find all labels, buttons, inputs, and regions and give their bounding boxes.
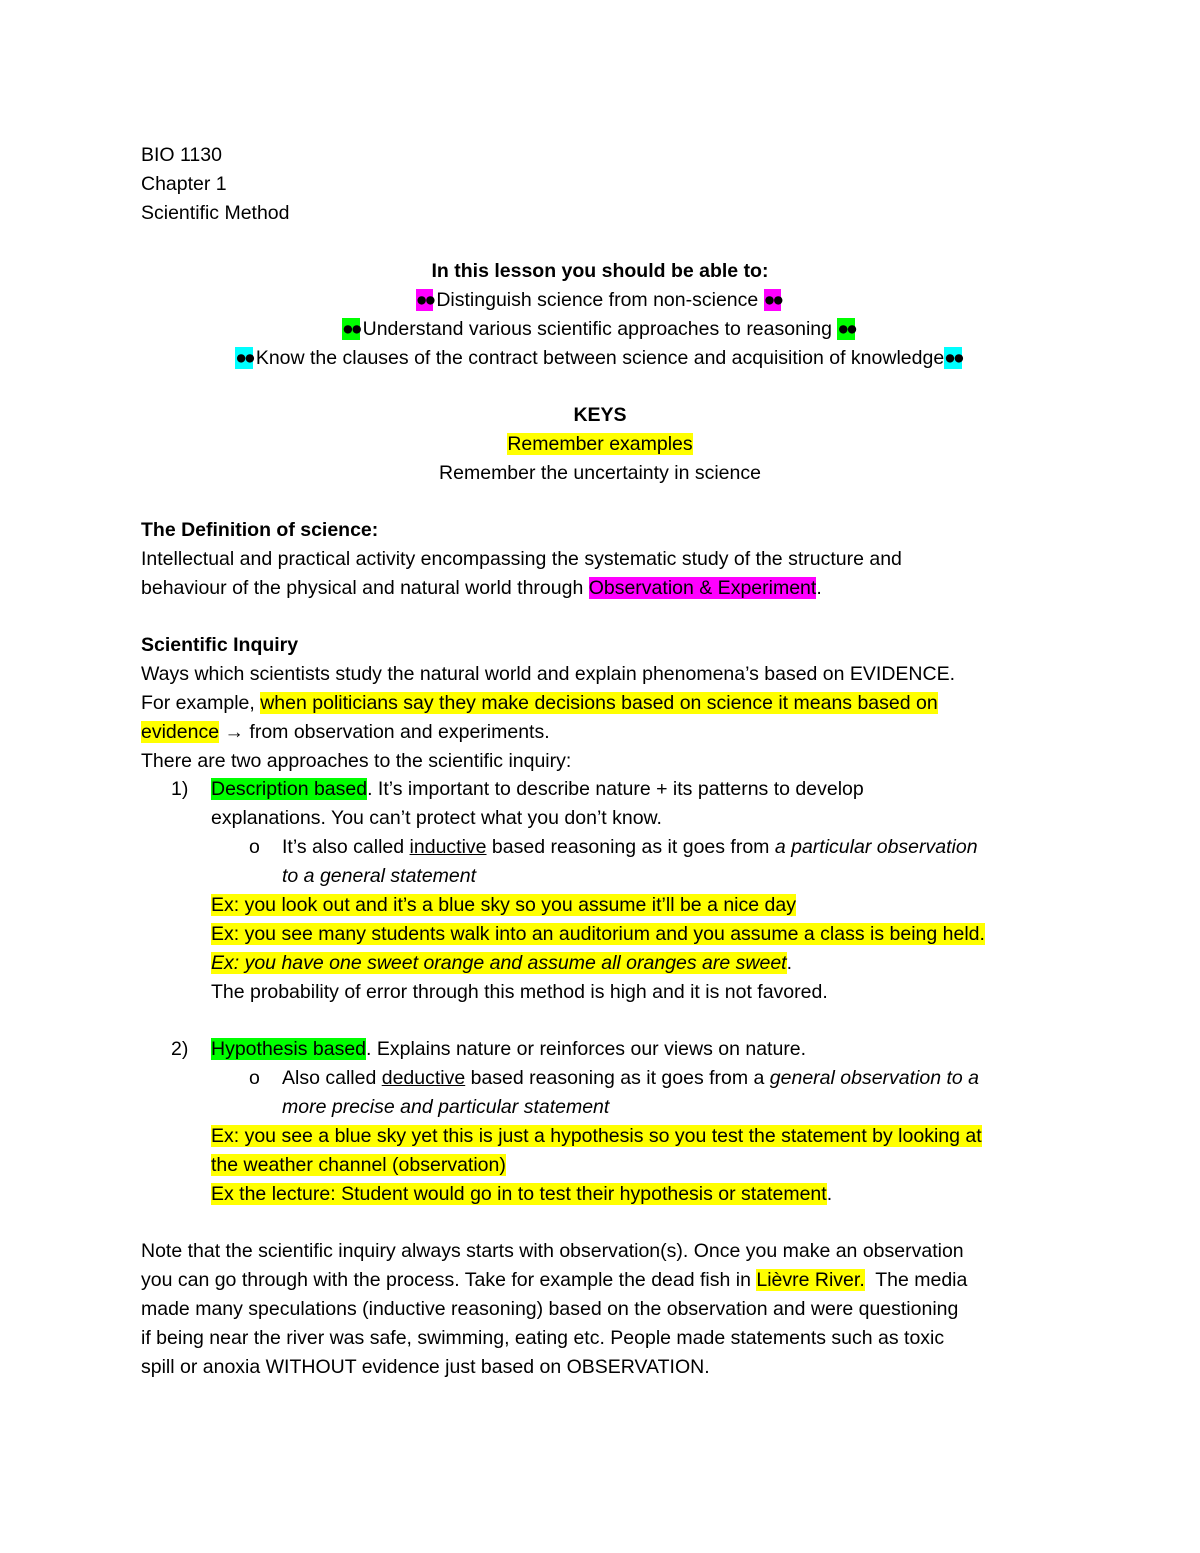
keys-line: Remember the uncertainty in science [439, 462, 761, 484]
list-number: 1) [171, 778, 189, 800]
chapter-label: Chapter 1 [141, 173, 227, 195]
note-line: made many speculations (inductive reasoning) based on the observation and were questioning [141, 1298, 959, 1320]
definition-heading: The Definition of science: [141, 519, 379, 541]
approach-line: Description based. It’s important to describe nature + its patterns to develop [211, 778, 864, 800]
note-line: spill or anoxia WITHOUT evidence just based on OBSERVATION. [141, 1356, 710, 1378]
note-highlight: Lièvre River. [756, 1269, 865, 1291]
objective-text: Understand various scientific approaches to reasoning [362, 318, 838, 340]
keys-heading: KEYS [573, 404, 627, 426]
objective-text: Distinguish science from non-science [436, 289, 764, 311]
sub-line: to a general statement [282, 865, 477, 887]
sub-bullet-icon: o [249, 836, 260, 858]
inquiry-line: There are two approaches to the scientific inquiry: [141, 750, 572, 772]
bullet-icon: ●● [763, 289, 782, 311]
inquiry-highlight: when politicians say they make decisions based on science it means based on [260, 692, 938, 714]
definition-line: behaviour of the physical and natural world through Observation & Experiment. [141, 577, 822, 599]
inquiry-highlight: evidence [141, 721, 220, 743]
sub-line: It’s also called inductive based reasoning as it goes from a particular observation [282, 836, 978, 858]
approach-line: Hypothesis based. Explains nature or reinforces our views on nature. [211, 1038, 807, 1060]
bullet-icon: ●● [415, 289, 434, 311]
note-line: you can go through with the process. Take for example the dead fish in Lièvre River. The media [141, 1269, 968, 1291]
term: inductive [409, 836, 487, 858]
bullet-icon: ●● [944, 347, 962, 369]
inquiry-line: Ways which scientists study the natural world and explain phenomena’s based on EVIDENCE. [141, 663, 956, 685]
objective-item [0, 315, 1200, 344]
sub-bullet-icon: o [249, 1067, 260, 1089]
topic-label: Scientific Method [141, 202, 290, 224]
arrow-icon: → [219, 721, 250, 743]
example-line: Ex: you see a blue sky yet this is just a hypothesis so you test the statement by looking at [211, 1125, 982, 1147]
sub-line: Also called deductive based reasoning as it goes from a general observation to a [282, 1067, 980, 1089]
keys-line [0, 430, 1200, 459]
definition-line: Intellectual and practical activity encompassing the systematic study of the structure and [141, 548, 902, 570]
example-line: Ex: you see many students walk into an auditorium and you assume a class is being held. [211, 923, 985, 945]
list-number: 2) [171, 1038, 189, 1060]
course-code: BIO 1130 [141, 144, 222, 166]
bullet-icon: ●● [342, 318, 360, 340]
approach-label: Hypothesis based [211, 1038, 367, 1060]
bullet-icon: ●● [235, 347, 253, 369]
example-line: the weather channel (observation) [211, 1154, 506, 1176]
term: deductive [381, 1067, 466, 1089]
approach-note: The probability of error through this method is high and it is not favored. [211, 981, 828, 1003]
note-line: if being near the river was safe, swimming, eating etc. People made statements such as toxic [141, 1327, 945, 1349]
example-line: Ex: you have one sweet orange and assume all oranges are sweet. [211, 952, 793, 974]
approach-label: Description based [211, 778, 368, 800]
inquiry-heading: Scientific Inquiry [141, 634, 299, 656]
objective-text: Know the clauses of the contract between science and acquisition of knowledge [255, 347, 945, 369]
objectives-heading: In this lesson you should be able to: [431, 260, 769, 282]
bullet-icon: ●● [837, 318, 855, 340]
definition-highlight: Observation & Experiment [588, 577, 817, 599]
approach-line: explanations. You can’t protect what you don’t know. [211, 807, 662, 829]
keys-highlight: Remember examples [507, 433, 693, 455]
example-line: Ex the lecture: Student would go in to test their hypothesis or statement. [211, 1183, 833, 1205]
inquiry-line: evidence → from observation and experiments. [141, 721, 550, 743]
example-line: Ex: you look out and it’s a blue sky so you assume it’ll be a nice day [211, 894, 796, 916]
note-line: Note that the scientific inquiry always starts with observation(s). Once you make an observation [141, 1240, 964, 1262]
objective-item [0, 286, 1200, 315]
inquiry-line: For example, when politicians say they make decisions based on science it means based on [141, 692, 938, 714]
sub-line: more precise and particular statement [282, 1096, 610, 1118]
objective-item [0, 344, 1200, 373]
